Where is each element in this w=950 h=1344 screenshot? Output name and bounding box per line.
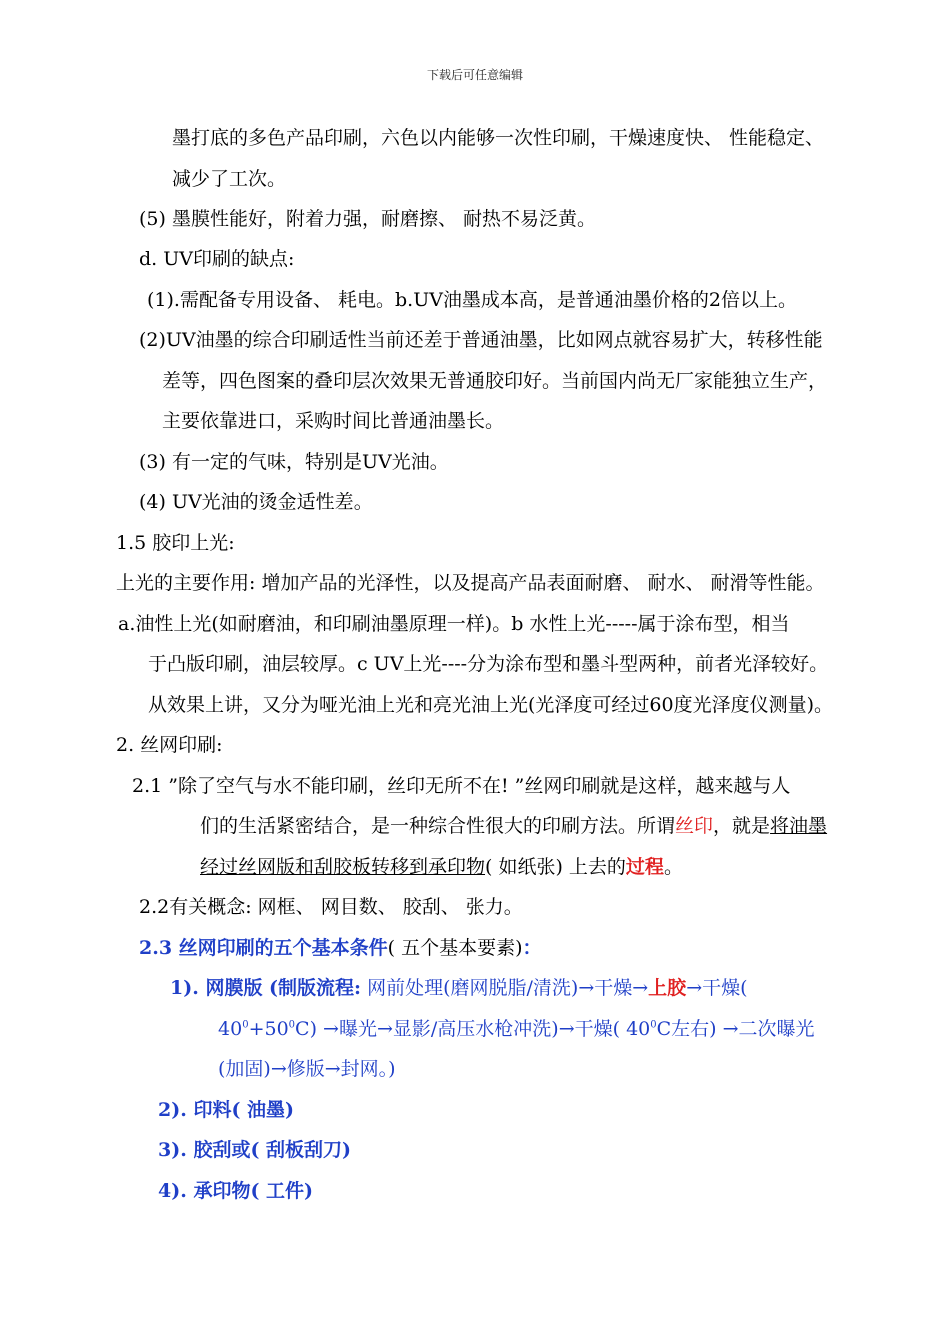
text-span: C) →曝光→显影/高压水枪冲洗)→干燥( 40 <box>295 1018 651 1040</box>
text-span: 网前处理(磨网脱脂/清洗)→干燥→ <box>361 977 649 999</box>
text-line: 从效果上讲，又分为哑光油上光和亮光油上光(光泽度可经过60度光泽度仪测量)。 <box>148 694 834 716</box>
superscript: 0 <box>288 1019 296 1031</box>
underlined-text: 经过丝网版和刮胶板转移到承印物 <box>200 856 486 878</box>
list-item-label: 1). 网膜版 (制版流程: <box>170 977 362 999</box>
text-line: (2)UV油墨的综合印刷适性当前还差于普通油墨，比如网点就容易扩大，转移性能 <box>139 329 823 351</box>
text-line: (4) UV光油的烫金适性差。 <box>139 491 373 513</box>
text-line: 于凸版印刷，油层较厚。c UV上光----分为涂布型和墨斗型两种，前者光泽较好。 <box>148 653 829 675</box>
superscript: 0 <box>650 1019 657 1031</box>
highlight-red-bold: 上胶 <box>648 977 687 999</box>
text-line: 差等，四色图案的叠印层次效果无普通胶印好。当前国内尚无厂家能独立生产， <box>162 370 828 392</box>
text-span: C左右) →二次曝光 <box>656 1018 815 1040</box>
list-item: 3). 胶刮或( 刮板刮刀) <box>158 1139 352 1161</box>
heading-span: 2.3 丝网印刷的五个基本条件 <box>139 937 388 959</box>
superscript: 0 <box>242 1019 249 1031</box>
text-span: 40 <box>218 1018 243 1040</box>
text-line: (3) 有一定的气味，特别是UV光油。 <box>139 451 449 473</box>
text-span: ( 五个基本要素) <box>387 937 523 959</box>
text-line <box>200 855 683 879</box>
page-header: 下载后可任意编辑 <box>426 68 523 82</box>
list-item: 4). 承印物( 工件) <box>158 1180 314 1202</box>
text-span: 们的生活紧密结合，是一种综合性很大的印刷方法。所谓 <box>200 815 676 837</box>
text-span: ： <box>522 937 542 959</box>
text-line: 2.1 ”除了空气与水不能印刷，丝印无所不在! ”丝网印刷就是这样，越来越与人 <box>132 775 791 797</box>
list-item <box>170 976 748 1000</box>
section-heading: 2. 丝网印刷: <box>116 734 223 756</box>
text-span: 。 <box>663 856 683 878</box>
text-line <box>200 814 827 838</box>
underlined-text: 将油墨 <box>770 815 828 837</box>
list-item: 2). 印料( 油墨) <box>158 1099 295 1121</box>
text-line: (5) 墨膜性能好，附着力强，耐磨擦、 耐热不易泛黄。 <box>139 208 596 230</box>
text-span: ，就是 <box>713 815 771 837</box>
text-line: a.油性上光(如耐磨油，和印刷油墨原理一样)。b 水性上光-----属于涂布型，相当 <box>118 613 790 635</box>
highlight-red-bold: 过程 <box>625 856 664 878</box>
text-line: 2.2有关概念: 网框、 网目数、 胶刮、 张力。 <box>139 896 523 918</box>
text-line: 减少了工次。 <box>172 168 287 190</box>
section-heading: 1.5 胶印上光: <box>116 532 235 554</box>
section-heading <box>139 936 542 960</box>
text-line: (1).需配备专用设备、 耗电。b.UV油墨成本高，是普通油墨价格的2倍以上。 <box>147 289 798 311</box>
text-line: 主要依靠进口，采购时间比普通油墨长。 <box>162 410 505 432</box>
text-span: →干燥( <box>686 977 748 999</box>
text-span: ( 如纸张) 上去的 <box>485 856 626 878</box>
text-line: 墨打底的多色产品印刷，六色以内能够一次性印刷，干燥速度快、 性能稳定、 <box>172 127 825 149</box>
text-line: (加固)→修版→封网。) <box>218 1058 396 1080</box>
text-span: +50 <box>248 1018 289 1040</box>
text-line <box>218 1017 815 1041</box>
text-line: 上光的主要作用: 增加产品的光泽性，以及提高产品表面耐磨、 耐水、 耐滑等性能。 <box>116 572 825 594</box>
text-line: d. UV印刷的缺点: <box>139 248 295 270</box>
highlight-red: 丝印 <box>675 815 714 837</box>
